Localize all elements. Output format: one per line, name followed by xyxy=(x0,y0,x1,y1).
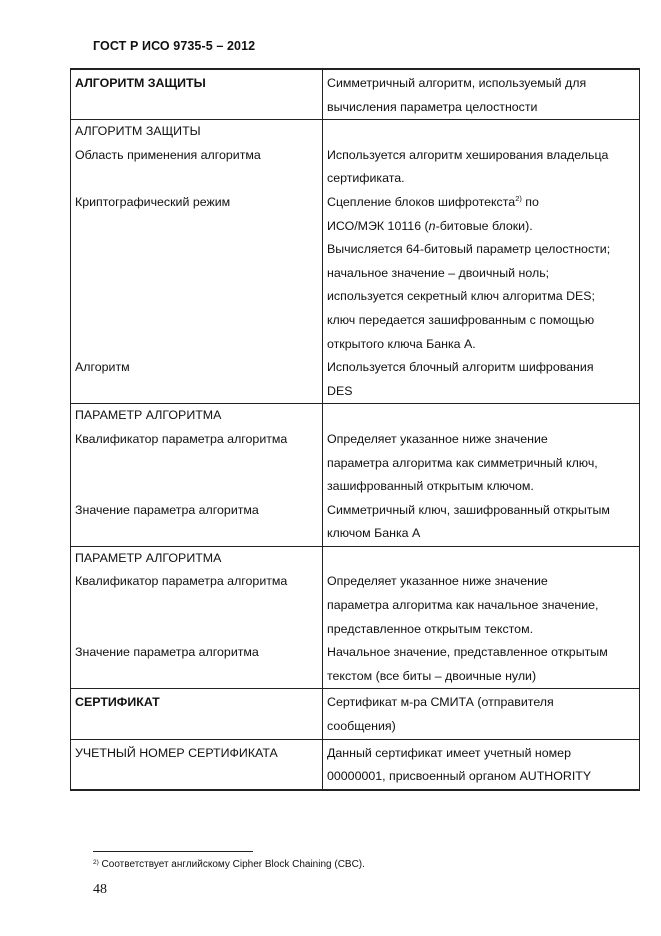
row4-right-cell xyxy=(323,546,640,689)
row2-field1-value-line-1: Используется алгоритм хеширования владельца xyxy=(327,147,609,162)
row2-field2-value-line-5: используется секретный ключ алгоритма DES; xyxy=(327,289,595,304)
row4-field2-value-line-2: текстом (все биты – двоичные нули) xyxy=(327,668,537,683)
row3-left-cell xyxy=(71,404,323,547)
row2-field2-label: Криптографический режим xyxy=(75,194,231,209)
row1-left-cell xyxy=(71,69,323,120)
row4-title: ПАРАМЕТР АЛГОРИТМА xyxy=(75,550,222,565)
row4-field1-label: Квалификатор параметра алгоритма xyxy=(75,574,288,589)
footnote-ref-marker: 2) xyxy=(515,193,522,203)
row4-left-cell xyxy=(71,546,323,689)
row5-desc-line-2: сообщения) xyxy=(327,719,396,734)
row3-field2-value-line-1: Симметричный ключ, зашифрованный открытым xyxy=(327,502,610,517)
row2-field3-value-line-1: Используется блочный алгоритм шифрования xyxy=(327,360,594,375)
iso-ref-pre: ИСО/МЭК 10116 ( xyxy=(327,218,429,233)
table-row-certificate-reference xyxy=(71,739,640,790)
row1-desc-line-1: Симметричный алгоритм, используемый для xyxy=(327,76,587,90)
row3-field1-label: Квалификатор параметра алгоритма xyxy=(75,431,288,446)
row3-title: ПАРАМЕТР АЛГОРИТМА xyxy=(75,408,222,423)
footnote xyxy=(93,859,365,870)
row5-heading: СЕРТИФИКАТ xyxy=(75,695,160,710)
footnote-divider xyxy=(93,851,253,852)
table-row-certificate xyxy=(71,689,640,739)
row2-field2-value-line-1 xyxy=(327,191,636,215)
iso-ref-post: -битовые блоки). xyxy=(435,218,533,233)
row2-title: АЛГОРИТМ ЗАЩИТЫ xyxy=(75,124,201,139)
row6-desc-line-1: Данный сертификат имеет учетный номер xyxy=(327,745,571,760)
row4-field1-value-line-1: Определяет указанное ниже значение xyxy=(327,574,548,589)
row3-field2-label: Значение параметра алгоритма xyxy=(75,502,259,517)
table-row-algorithm-parameter-2 xyxy=(71,546,640,689)
row2-field3-value-line-2: DES xyxy=(327,383,353,398)
row2-field2-value-line-2 xyxy=(327,215,636,239)
row6-left-cell xyxy=(71,739,323,790)
row1-heading: АЛГОРИТМ ЗАЩИТЫ xyxy=(75,76,206,90)
row4-field2-label: Значение параметра алгоритма xyxy=(75,645,259,660)
table-row-security-algorithm xyxy=(71,69,640,120)
row3-field1-value-line-3: зашифрованный открытым ключом. xyxy=(327,479,534,494)
row1-desc-line-2: вычисления параметра целостности xyxy=(327,99,538,114)
row6-right-cell xyxy=(323,739,640,790)
row3-field2-value-line-2: ключом Банка А xyxy=(327,526,421,541)
table-row-algorithm-parameter-1 xyxy=(71,404,640,547)
row2-field3-label: Алгоритм xyxy=(75,360,130,375)
row6-heading: УЧЕТНЫЙ НОМЕР СЕРТИФИКАТА xyxy=(75,745,278,760)
cbc-mode-tail: по xyxy=(521,194,539,209)
page-number: 48 xyxy=(93,882,107,897)
row4-field1-value-line-3: представленное открытым текстом. xyxy=(327,621,534,636)
row2-field2-value-line-3: Вычисляется 64-битовый параметр целостности; xyxy=(327,242,611,257)
row2-field2-value-line-7: открытого ключа Банка А. xyxy=(327,336,476,351)
row4-field2-value-line-1: Начальное значение, представленное открытым xyxy=(327,645,608,660)
row5-desc-line-1: Сертификат м-ра СМИТА (отправителя xyxy=(327,695,554,710)
row4-field1-value-line-2: параметра алгоритма как начальное значение, xyxy=(327,598,599,613)
row2-field2-value-line-4: начальное значение – двоичный ноль; xyxy=(327,265,550,280)
document-header: ГОСТ Р ИСО 9735-5 – 2012 xyxy=(93,39,256,53)
iso-ref-italic-n: n xyxy=(428,218,436,233)
row3-right-cell xyxy=(323,404,640,547)
row3-field1-value-line-1: Определяет указанное ниже значение xyxy=(327,431,548,446)
row6-desc-line-2: 00000001, присвоенный органом AUTHORITY xyxy=(327,769,592,784)
row2-right-cell xyxy=(323,120,640,404)
cbc-mode-text: Сцепление блоков шифротекста xyxy=(327,194,516,209)
footnote-marker: 2) xyxy=(93,859,99,866)
data-element-table xyxy=(70,68,640,791)
row5-right-cell xyxy=(323,689,640,739)
row1-right-cell xyxy=(323,69,640,120)
row5-left-cell xyxy=(71,689,323,739)
row2-left-cell xyxy=(71,120,323,404)
row2-field1-label: Область применения алгоритма xyxy=(75,147,261,162)
row2-field2-value-line-6: ключ передается зашифрованным с помощью xyxy=(327,312,595,327)
row3-field1-value-line-2: параметра алгоритма как симметричный ключ, xyxy=(327,455,598,470)
row2-field1-value-line-2: сертификата. xyxy=(327,171,405,186)
table-row-security-algorithm-group xyxy=(71,120,640,404)
footnote-text: Соответствует английскому Cipher Block Chaining (CBC). xyxy=(98,859,365,870)
